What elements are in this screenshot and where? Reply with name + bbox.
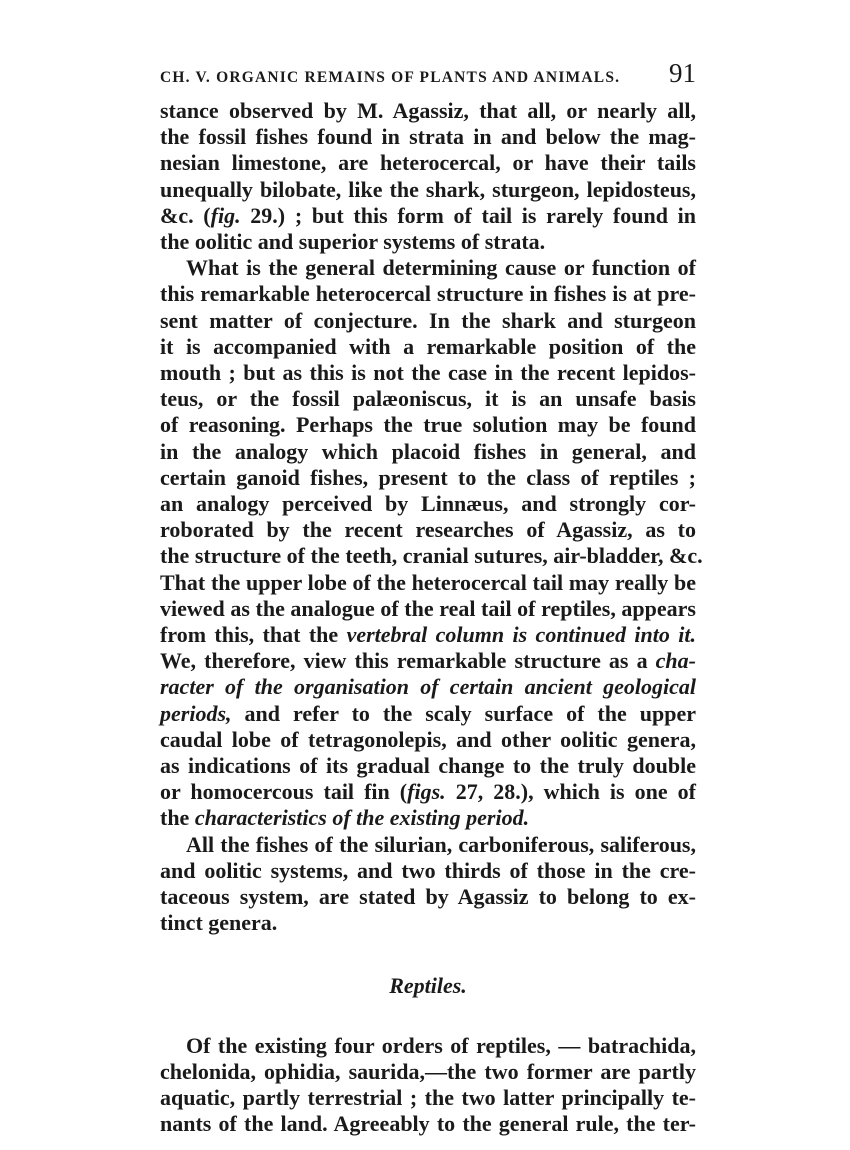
- text-line: That the upper lobe of the heterocercal tail may really be: [160, 569, 696, 595]
- text-line: All the fishes of the silurian, carboniferous, saliferous,: [186, 831, 696, 857]
- text-line: mouth ; but as this is not the case in the recent lepidos-: [160, 360, 696, 386]
- text-line: [160, 203, 696, 229]
- text-line: unequally bilobate, like the shark, sturgeon, lepidosteus,: [160, 176, 696, 202]
- text-line: as indications of its gradual change to the truly double: [160, 753, 696, 779]
- running-head: CH. V. ORGANIC REMAINS OF PLANTS AND ANIMALS.: [160, 69, 621, 86]
- text-run: 29.) ; but this form of tail is rarely found in: [240, 202, 696, 228]
- text-line: Of the existing four orders of reptiles, — batrachida,: [186, 1032, 696, 1058]
- text-line: in the analogy which placoid fishes in general, and: [160, 438, 696, 464]
- text-line: an analogy perceived by Linnæus, and strongly cor-: [160, 491, 696, 517]
- text-run: the: [160, 805, 195, 831]
- text-line: [160, 674, 696, 700]
- text-line: caudal lobe of tetragonolepis, and other oolitic genera,: [160, 726, 696, 752]
- text-line: it is accompanied with a remarkable position of the: [160, 333, 696, 359]
- text-line: of reasoning. Perhaps the true solution may be found: [160, 412, 696, 438]
- text-line: [160, 805, 696, 831]
- figure-reference: figs.: [407, 779, 446, 805]
- text-line: taceous system, are stated by Agassiz to belong to ex-: [160, 884, 696, 910]
- text-line: [160, 779, 696, 805]
- text-line: stance observed by M. Agassiz, that all, or nearly all,: [160, 98, 696, 123]
- text-line: this remarkable heterocercal structure in fishes is at pre-: [160, 281, 696, 307]
- text-line: sent matter of conjecture. In the shark and sturgeon: [160, 307, 696, 333]
- text-line: viewed as the analogue of the real tail of reptiles, appears: [160, 595, 696, 621]
- text-run: and refer to the scaly surface of the upper: [231, 700, 696, 726]
- text-run: 27, 28.), which is one of: [445, 779, 697, 805]
- text-line: certain ganoid fishes, present to the class of reptiles ;: [160, 464, 696, 490]
- text-run: from this, that the: [160, 622, 347, 648]
- emphasis-text: characteristics of the existing period.: [194, 805, 530, 831]
- text-line: and oolitic systems, and two thirds of those in the cre-: [160, 857, 696, 883]
- section-heading: Reptiles.: [389, 972, 467, 998]
- emphasis-text: cha-: [655, 648, 696, 674]
- text-line: [160, 701, 696, 727]
- emphasis-text: periods,: [160, 700, 232, 726]
- text-line: chelonida, ophidia, saurida,—the two former are partly: [160, 1058, 696, 1084]
- page-body: [160, 98, 703, 1138]
- text-line: tinct genera.: [160, 910, 278, 936]
- text-line: [160, 648, 696, 674]
- text-line: [160, 622, 696, 648]
- text-line: roborated by the recent researches of Agassiz, as to: [160, 517, 696, 543]
- text-run: or homocercous tail fin (: [160, 779, 408, 805]
- figure-reference: fig.: [210, 202, 241, 228]
- text-line: What is the general determining cause or function of: [186, 255, 696, 281]
- text-line: nants of the land. Agreeably to the general rule, the ter-: [160, 1111, 696, 1137]
- text-run: &c. (: [160, 202, 211, 228]
- text-run: We, therefore, view this remarkable structure as a: [160, 648, 656, 674]
- emphasis-text: racter of the organisation of certain ancient geological: [160, 674, 696, 700]
- text-line: aquatic, partly terrestrial ; the two latter principally te-: [160, 1085, 696, 1111]
- text-line: the oolitic and superior systems of strata.: [160, 229, 546, 255]
- text-line: nesian limestone, are heterocercal, or have their tails: [160, 150, 696, 176]
- page-number: 91: [669, 58, 696, 88]
- text-line: teus, or the fossil palæoniscus, it is an unsafe basis: [160, 386, 696, 412]
- emphasis-text: vertebral column is continued into it.: [346, 622, 697, 648]
- text-line: the structure of the teeth, cranial sutures, air-bladder, &c.: [160, 543, 703, 569]
- page-header: [160, 58, 696, 89]
- text-line: the fossil fishes found in strata in and below the mag-: [160, 124, 696, 150]
